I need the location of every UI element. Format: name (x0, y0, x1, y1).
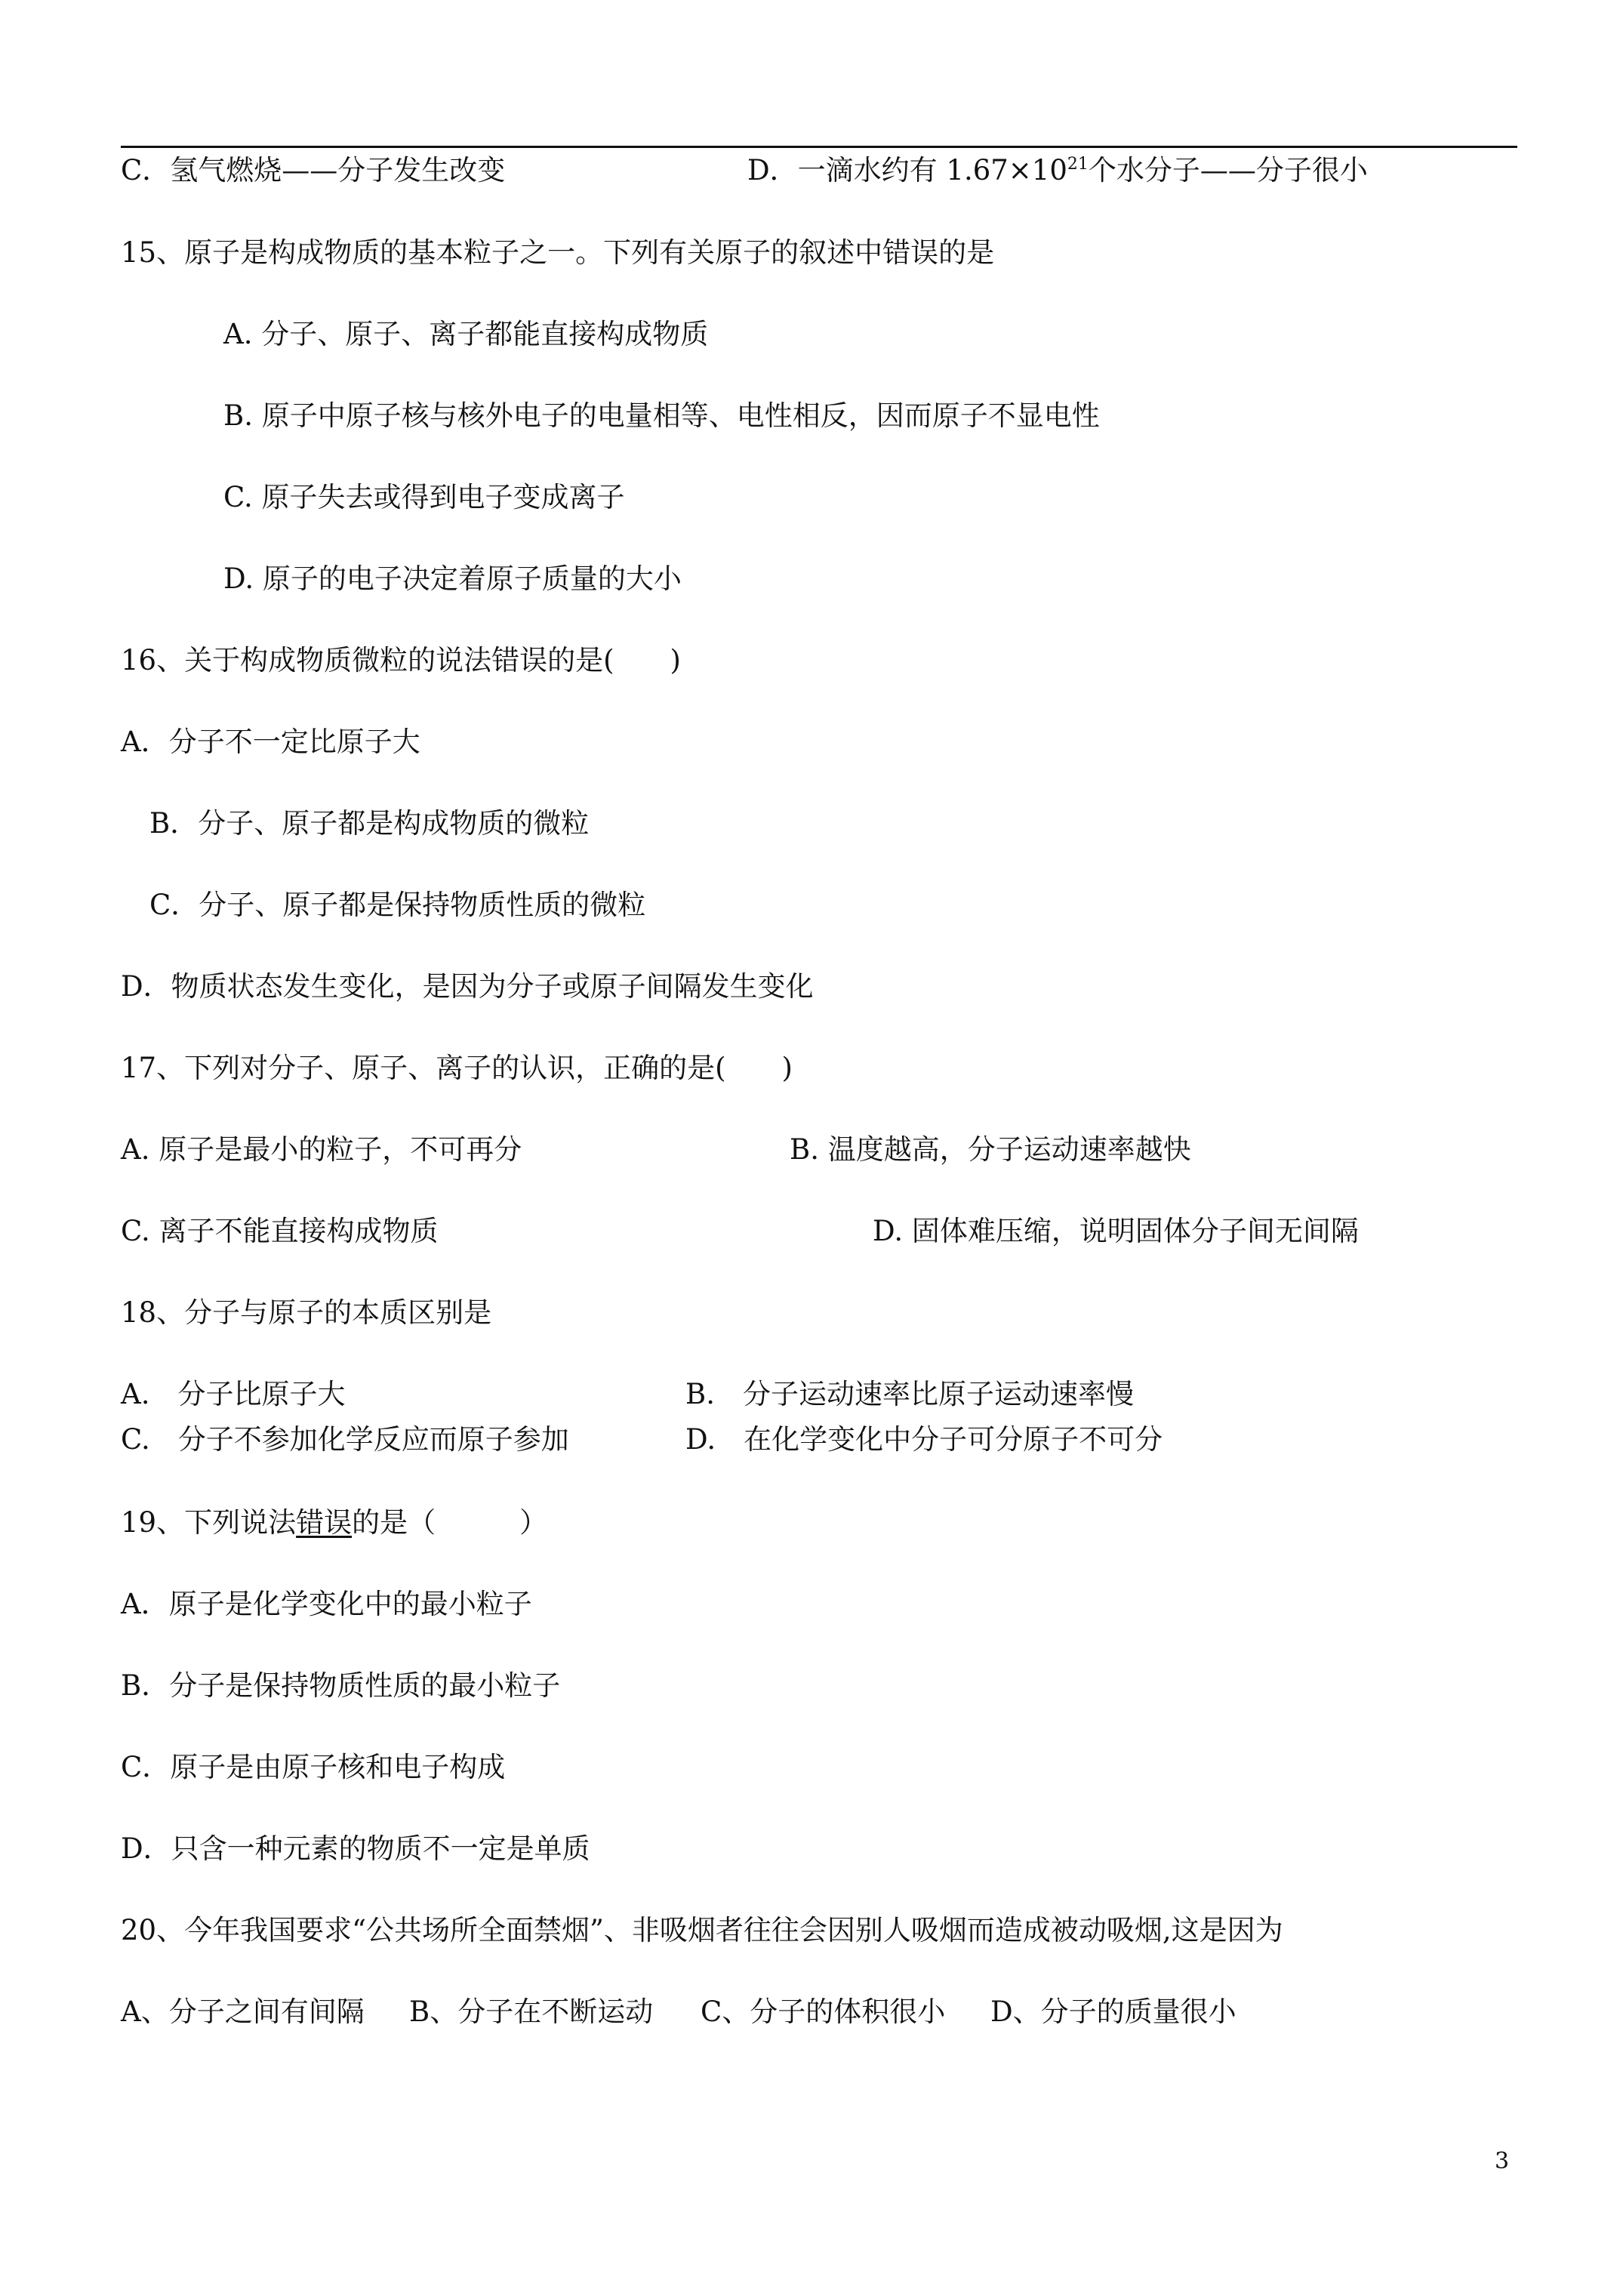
q17-option-a: A. 原子是最小的粒子，不可再分 (121, 1133, 522, 1166)
q15-option-a: A. 分子、原子、离子都能直接构成物质 (223, 318, 709, 350)
q15-stem: 15、原子是构成物质的基本粒子之一。下列有关原子的叙述中错误的是 (121, 236, 995, 269)
q16-option-a: A．分子不一定比原子大 (121, 726, 420, 758)
q15-option-b: B. 原子中原子核与核外电子的电量相等、电性相反，因而原子不显电性 (223, 399, 1100, 432)
q14-option-c: C．氢气燃烧——分子发生改变 (121, 154, 506, 186)
q16-option-b: B．分子、原子都是构成物质的微粒 (149, 807, 590, 840)
q15-option-c: C. 原子失去或得到电子变成离子 (223, 481, 625, 513)
q19-emphasis: 错误 (296, 1506, 353, 1539)
q16-option-c: C．分子、原子都是保持物质性质的微粒 (149, 889, 646, 921)
q18-option-c: C. 分子不参加化学反应而原子参加 (121, 1423, 569, 1456)
q19-option-c: C．原子是由原子核和电子构成 (121, 1751, 506, 1783)
q17-option-b: B. 温度越高，分子运动速率越快 (790, 1133, 1191, 1166)
q17-option-d: D. 固体难压缩，说明固体分子间无间隔 (873, 1215, 1359, 1247)
q20-option-d: D、分子的质量很小 (990, 1996, 1236, 2028)
q18-stem: 18、分子与原子的本质区别是 (121, 1296, 492, 1329)
q19-stem: 19、下列说法错误的是（ ） (121, 1506, 548, 1539)
q20-stem: 20、今年我国要求“公共场所全面禁烟”、非吸烟者往往会因别人吸烟而造成被动吸烟,这是因为 (121, 1914, 1283, 1946)
q20-option-b: B、分子在不断运动 (409, 1996, 654, 2028)
q19-option-a: A．原子是化学变化中的最小粒子 (121, 1588, 532, 1620)
q16-stem: 16、关于构成物质微粒的说法错误的是( ) (121, 644, 681, 676)
page-number: 3 (1495, 2148, 1510, 2174)
q18-option-b: B. 分子运动速率比原子运动速率慢 (685, 1378, 1134, 1410)
q18-option-d: D. 在化学变化中分子可分原子不可分 (685, 1423, 1163, 1456)
q19-option-b: B．分子是保持物质性质的最小粒子 (121, 1669, 561, 1702)
q16-option-d: D．物质状态发生变化，是因为分子或原子间隔发生变化 (121, 970, 814, 1003)
q14-option-d: D．一滴水约有 $1.67\times 10^{21}$个水分子——分子很小 (747, 154, 1368, 186)
q18-option-a: A. 分子比原子大 (121, 1378, 346, 1410)
header-rule (121, 146, 1517, 148)
q15-option-d: D. 原子的电子决定着原子质量的大小 (223, 562, 682, 595)
q20-option-a: A、分子之间有间隔 (121, 1996, 365, 2028)
q17-stem: 17、下列对分子、原子、离子的认识，正确的是( ) (121, 1052, 793, 1084)
q19-option-d: D．只含一种元素的物质不一定是单质 (121, 1832, 590, 1865)
q17-option-c: C. 离子不能直接构成物质 (121, 1215, 439, 1247)
q20-option-c: C、分子的体积很小 (701, 1996, 946, 2028)
